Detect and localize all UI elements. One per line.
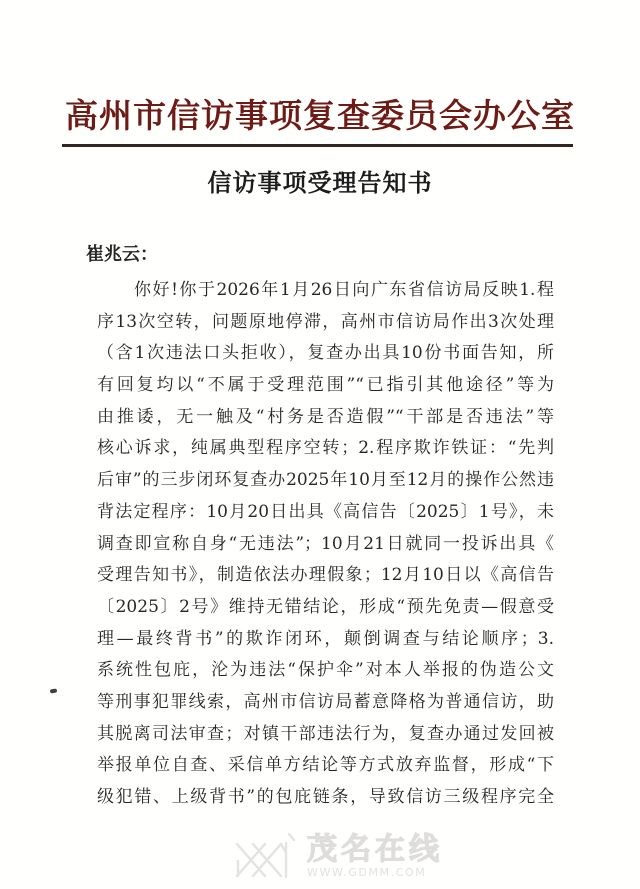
body-line: 后审”的三步闭环复查办2025年10月至12月的操作公然违: [97, 470, 554, 491]
body-line: 级犯错、上级背书”的包庇链条，导致信访三级程序完全: [97, 787, 554, 807]
body-lines: [97, 275, 554, 814]
maoming-online-logo-icon: [234, 831, 298, 883]
body-line: （含1次违法口头拒收），复查办出具10份书面告知，所: [97, 343, 554, 364]
body-line: 受理告知书》，制造依法办理假象；12月10日以《高信告: [97, 565, 554, 586]
scan-artifact-speck: [50, 689, 57, 694]
body-line: 等刑事犯罪线索，高州市信访局蓄意降格为普通信访，助: [97, 691, 554, 712]
salutation: 崔兆云：: [86, 244, 158, 265]
body-line: 背法定程序：10月20日出具《高信告〔2025〕1号》，未: [97, 501, 554, 522]
header-divider-rule: [62, 144, 573, 147]
body-line: 〔2025〕2号》维持无错结论，形成“预先免责—假意受: [97, 596, 554, 617]
body-line: 由推诿，无一触及“村务是否造假”“干部是否违法”等: [97, 406, 554, 427]
body-line: 举报单位自查、采信单方结论等方式放弃监督，形成“下: [97, 755, 554, 776]
body-line: 有回复均以“不属于受理范围”“已指引其他途径”等为: [97, 375, 554, 396]
issuing-org-title: 高州市信访事项复查委员会办公室: [65, 96, 575, 135]
body-line: 其脱离司法审查；对镇干部违法行为，复查办通过发回被: [97, 723, 554, 744]
body-line: 核心诉求，纯属典型程序空转；2.程序欺诈铁证：“先判: [97, 438, 554, 459]
watermark-text-block: [307, 832, 443, 879]
document-title: 信访事项受理告知书: [207, 168, 433, 197]
watermark-site-url: WWW.GDMM.COM: [307, 866, 427, 879]
body-line: 调查即宣称自身“无违法”；10月21日就同一投诉出具《: [97, 533, 554, 554]
body-line: 理—最终背书”的欺诈闭环，颠倒调查与结论顺序；3.: [97, 628, 554, 649]
site-watermark: [234, 831, 443, 883]
body-line: 系统性包庇，沦为违法“保护伞”对本人举报的伪造公文: [97, 660, 554, 681]
watermark-site-name: 茂名在线: [307, 832, 443, 867]
body-line: 序13次空转，问题原地停滞，高州市信访局作出3次处理: [97, 311, 554, 332]
body-line: 你好!你于2026年1月26日向广东省信访局反映1.程: [134, 280, 554, 300]
